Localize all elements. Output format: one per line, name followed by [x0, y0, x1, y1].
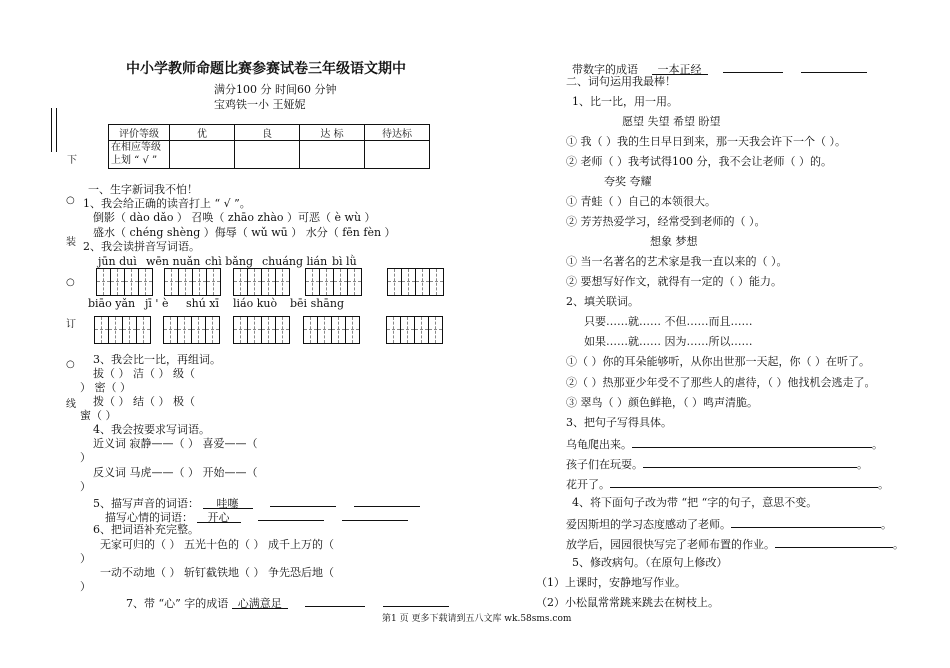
r1-sentence-4[interactable]: ② 芳芳热爱学习，经常受到老师的（ ）。: [566, 215, 766, 228]
r1-sentence-1[interactable]: ① 我（ ）我的生日早日到来，那一天我会许下一个（ ）。: [566, 135, 846, 148]
pinyin-9: liáo kuò: [233, 297, 278, 310]
number-idioms: [572, 62, 867, 75]
q5-mood-label: 描写心情的词语：: [105, 511, 193, 524]
q4-prompt: 4、我会按要求写词语。: [93, 423, 210, 436]
q2-prompt: 2、我会读拼音写词语。: [83, 240, 200, 253]
margin-rule-bottom: [56, 108, 57, 152]
school-author: 宝鸡铁一小 王娅妮: [214, 98, 306, 111]
grade-cell-fail[interactable]: [365, 141, 430, 169]
r5-sentence-2[interactable]: （2）小松鼠常常跳来跳去在树枝上。: [536, 596, 719, 609]
section-2-heading: 二、词句运用我最棒！: [566, 75, 676, 88]
q1-prompt: 1、我会给正确的读音打上 “ √ ”。: [83, 197, 251, 210]
margin-circle-2: ○: [66, 277, 75, 288]
r3-blank-1[interactable]: [632, 437, 872, 448]
q4-syn-close: ）: [80, 451, 91, 464]
pinyin-5: bì lǜ: [332, 255, 357, 268]
r2-connectives-1: 只要……就…… 不但……而且……: [584, 315, 753, 328]
grade-header-level: 评价等级: [109, 125, 170, 141]
r1-word-group-3: 想象 梦想: [650, 235, 698, 248]
q6-prompt: 6、把词语补充完整。: [93, 523, 199, 536]
q5-mood-blank-1[interactable]: [258, 510, 324, 521]
q4-synonyms[interactable]: 近义词 寂静——（ ） 喜爱——（: [93, 437, 258, 450]
r2-connectives-2: 如果……就…… 因为……所以……: [584, 335, 753, 348]
r1-word-group-1: 愿望 失望 希望 盼望: [622, 115, 721, 128]
q7-label: 7、带 “心” 字的成语: [126, 597, 229, 610]
pinyin-4: chuáng lián: [262, 255, 328, 268]
pinyin-1: jūn duì: [98, 255, 137, 268]
q5-sound-blank-1[interactable]: [270, 496, 336, 507]
r1-word-group-2: 夸奖 夸耀: [604, 175, 652, 188]
grade-row-label-1: 在相应等级: [111, 142, 161, 153]
writing-box-1[interactable]: [96, 268, 152, 296]
r4-item-1: 爱因斯坦的学习态度感动了老师。 。: [566, 518, 892, 531]
r2-prompt: 2、填关联词。: [566, 295, 639, 308]
grade-cell-pass[interactable]: [300, 141, 365, 169]
writing-box-6[interactable]: [94, 316, 150, 344]
number-idioms-blank-2[interactable]: [801, 62, 867, 73]
q6-line-2-close: ）: [80, 580, 91, 593]
q7-example: 心满意足: [232, 598, 288, 609]
q5-mood-blank-2[interactable]: [342, 510, 408, 521]
r1-sentence-5[interactable]: ① 当一名著名的艺术家是我一直以来的（ ）。: [566, 255, 788, 268]
margin-xian: 线: [66, 399, 76, 410]
pinyin-6: biāo yǎn: [88, 297, 136, 310]
grade-cell-excellent[interactable]: [170, 141, 235, 169]
grade-header-pass: 达 标: [300, 125, 365, 141]
q5-sound-example: 哇噻: [203, 498, 253, 509]
q5-mood-words: [105, 510, 408, 523]
q3-line-1b[interactable]: ） 密（ ）: [80, 381, 131, 394]
grade-table: [108, 124, 430, 169]
writing-box-5[interactable]: [387, 268, 443, 296]
r3-item-1: 乌龟爬出来。 。: [566, 438, 883, 451]
pinyin-8: shú xī: [186, 297, 220, 310]
r3-prompt: 3、把句子写得具体。: [566, 416, 672, 429]
pinyin-7: jī ' è: [145, 297, 169, 310]
grade-header-good: 良: [235, 125, 300, 141]
r2-sentence-2[interactable]: ②（ ）热那亚少年受不了那些人的虐待，（ ）他找机会逃走了。: [566, 376, 876, 389]
writing-box-2[interactable]: [164, 268, 220, 296]
number-idioms-label: 带数字的成语: [572, 63, 638, 76]
writing-box-4[interactable]: [305, 268, 361, 296]
grade-row-label-2: 上划 “ √ ”: [111, 154, 158, 166]
q6-line-1-close: ）: [80, 552, 91, 565]
q7-heart-idioms: [126, 596, 449, 609]
r4-prompt: 4、将下面句子改为带 “把 “字的句子，意思不变。: [572, 496, 818, 509]
r2-sentence-1[interactable]: ①（ ）你的耳朵能够听，从你出世那一天起，你（ ）在听了。: [566, 355, 870, 368]
q3-prompt: 3、我会比一比，再组词。: [93, 353, 221, 366]
writing-box-3[interactable]: [233, 268, 289, 296]
grade-row-label: [109, 141, 170, 169]
grade-header-excellent: 优: [170, 125, 235, 141]
pinyin-3: chì bǎng: [205, 255, 253, 268]
q6-line-2[interactable]: 一动不动地（ ） 斩钉截铁地（ ） 争先恐后地（: [100, 566, 334, 579]
r5-prompt: 5、修改病句。（在原句上修改）: [572, 556, 728, 569]
q4-antonyms[interactable]: 反义词 马虎——（ ） 开始——（: [93, 466, 258, 479]
score-info: 满分100 分 时间60 分钟: [214, 83, 337, 96]
r1-prompt: 1、比一比，用一用。: [572, 95, 678, 108]
number-idioms-blank-1[interactable]: [723, 62, 783, 73]
margin-rule-top: [51, 108, 52, 152]
r4-blank-1[interactable]: [731, 517, 881, 528]
q7-blank-2[interactable]: [383, 596, 449, 607]
page-footer: 第1 页 更多下载请到五八文库 wk.58sms.com: [382, 614, 572, 624]
writing-box-8[interactable]: [233, 316, 289, 344]
margin-xia: 下: [67, 155, 77, 166]
r3-blank-2[interactable]: [643, 457, 857, 468]
writing-box-7[interactable]: [163, 316, 219, 344]
r4-blank-2[interactable]: [775, 537, 893, 548]
margin-zhuang: 装: [66, 237, 76, 248]
q5-sound-blank-2[interactable]: [354, 496, 420, 507]
section-1-heading: 一、生字新词我不怕！: [88, 183, 198, 196]
q3-line-1[interactable]: 拔（ ） 洁（ ） 级（: [93, 367, 195, 380]
r3-blank-3[interactable]: [610, 477, 878, 488]
number-idioms-example: 一本正经: [652, 64, 708, 75]
q3-line-2[interactable]: 拨（ ） 结（ ） 极（: [93, 395, 195, 408]
r3-item-2: 孩子们在玩耍。 。: [566, 458, 868, 471]
r5-sentence-1[interactable]: （1）上课时，安静地写作业。: [536, 576, 686, 589]
margin-ding: 订: [66, 319, 76, 330]
pinyin-2: wēn nuǎn: [146, 255, 201, 268]
r1-sentence-3[interactable]: ① 青蛙（ ）自己的本领很大。: [566, 195, 716, 208]
r4-item-2: 放学后，园园很快写完了老师布置的作业。 。: [566, 538, 904, 551]
margin-circle-3: ○: [66, 359, 75, 370]
q1-line-2[interactable]: 盛水（ chéng shèng ）侮辱（ wǔ wū ） 水分（ fēn fèn ）: [93, 226, 396, 239]
grade-header-fail: 待达标: [365, 125, 430, 141]
pinyin-10: bēi shāng: [290, 297, 344, 310]
r3-item-3: 花开了。 。: [566, 478, 889, 491]
margin-circle-1: ○: [66, 195, 75, 206]
q5-sound-label: 5、描写声音的词语：: [93, 497, 199, 510]
r1-sentence-2[interactable]: ② 老师（ ）我考试得100 分，我不会让老师（ ）的。: [566, 155, 832, 168]
q7-blank-1[interactable]: [305, 596, 365, 607]
q3-line-2b[interactable]: 蜜（ ）: [80, 409, 117, 422]
grade-cell-good[interactable]: [235, 141, 300, 169]
writing-box-10[interactable]: [386, 316, 442, 344]
q1-line-1[interactable]: 倒影（ dào dǎo ） 召唤（ zhāo zhào ）可恶（ è wù ）: [93, 211, 376, 224]
q5-mood-example: 开心: [197, 512, 241, 523]
q5-sound-words: [93, 496, 420, 509]
page-title: 中小学教师命题比赛参赛试卷三年级语文期中: [126, 61, 406, 77]
q4-ant-close: ）: [80, 480, 91, 493]
writing-box-9[interactable]: [303, 316, 359, 344]
r2-sentence-3[interactable]: ③ 翠鸟（ ）颜色鲜艳，（ ）鸣声清脆。: [566, 396, 758, 409]
r1-sentence-6[interactable]: ② 要想写好作文，就得有一定的（ ）能力。: [566, 275, 782, 288]
q6-line-1[interactable]: 无家可归的（ ） 五光十色的（ ） 成千上万的（: [100, 538, 334, 551]
